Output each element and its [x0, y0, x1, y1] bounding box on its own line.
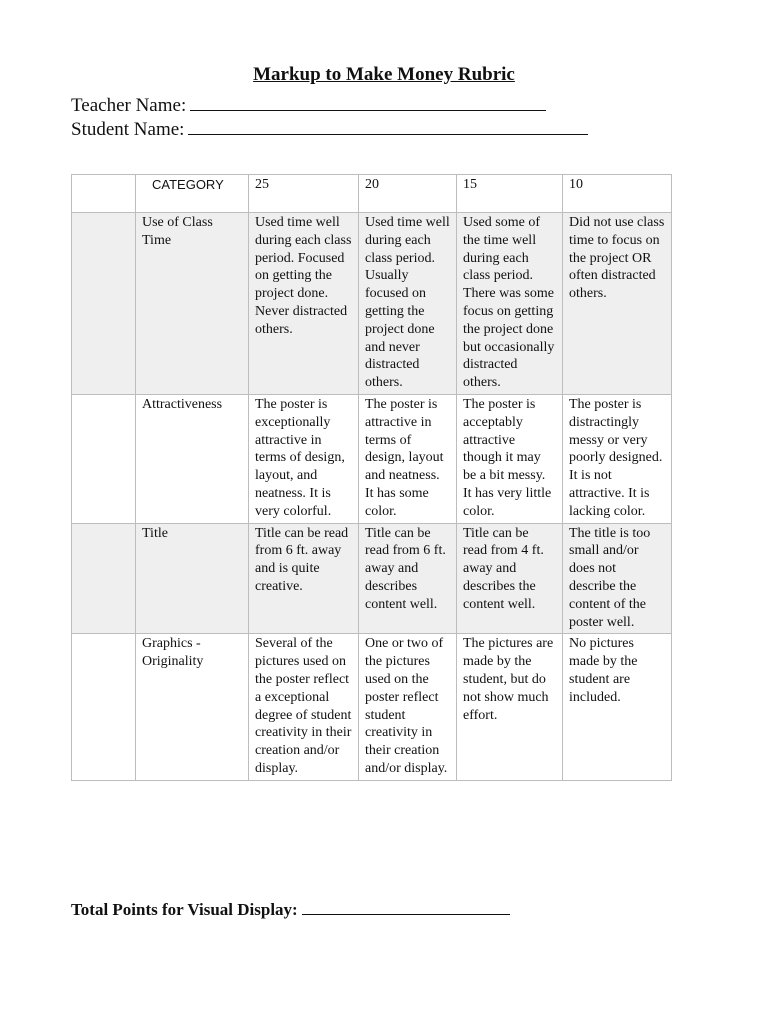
criteria-cell: Title can be read from 6 ft. away and describes content well. [359, 523, 457, 634]
criteria-cell: The pictures are made by the student, but do not show much effort. [457, 634, 563, 780]
criteria-cell: Did not use class time to focus on the project OR often distracted others. [563, 213, 672, 395]
blank-cell [72, 523, 136, 634]
criteria-cell: Used time well during each class period. Usually focused on getting the project done and never distracted others. [359, 213, 457, 395]
rubric-row [72, 394, 672, 523]
header-cell-25: 25 [249, 175, 359, 213]
criteria-cell: The title is too small and/or does not describe the content of the poster well. [563, 523, 672, 634]
header-cell-10: 10 [563, 175, 672, 213]
rubric-row [72, 213, 672, 395]
rubric-table [71, 174, 672, 781]
criteria-cell: Several of the pictures used on the poster reflect a exceptional degree of student creativity in their creation and/or display. [249, 634, 359, 780]
total-points-blank [302, 900, 510, 915]
teacher-name-field [71, 94, 546, 117]
criteria-cell: The poster is exceptionally attractive in terms of design, layout, and neatness. It is very colorful. [249, 394, 359, 523]
criteria-cell: The poster is distractingly messy or very poorly designed. It is not attractive. It is lacking color. [563, 394, 672, 523]
criteria-cell: No pictures made by the student are included. [563, 634, 672, 780]
rubric-row [72, 634, 672, 780]
blank-cell [72, 175, 136, 213]
criteria-cell: Used some of the time well during each class period. There was some focus on getting the project done but occasionally distracted others. [457, 213, 563, 395]
blank-cell [72, 394, 136, 523]
category-cell: Title [136, 523, 249, 634]
header-cell-category: CATEGORY [136, 175, 249, 213]
teacher-name-label: Teacher Name: [71, 95, 187, 116]
total-points-field [71, 900, 510, 920]
criteria-cell: Title can be read from 4 ft. away and describes the content well. [457, 523, 563, 634]
document-title: Markup to Make Money Rubric [253, 64, 515, 85]
criteria-cell: The poster is acceptably attractive though it may be a bit messy. It has very little color. [457, 394, 563, 523]
teacher-name-blank [190, 94, 546, 111]
blank-cell [72, 213, 136, 395]
criteria-cell: The poster is attractive in terms of design, layout and neatness. It has some color. [359, 394, 457, 523]
criteria-cell: Title can be read from 6 ft. away and is quite creative. [249, 523, 359, 634]
student-name-label: Student Name: [71, 119, 185, 140]
category-cell: Use of Class Time [136, 213, 249, 395]
student-name-field [71, 118, 588, 141]
student-name-blank [188, 118, 588, 135]
total-points-label: Total Points for Visual Display: [71, 900, 298, 919]
criteria-cell: One or two of the pictures used on the poster reflect student creativity in their creation and/or display. [359, 634, 457, 780]
blank-cell [72, 634, 136, 780]
rubric-row [72, 523, 672, 634]
header-cell-20: 20 [359, 175, 457, 213]
rubric-header-row [72, 175, 672, 213]
criteria-cell: Used time well during each class period. Focused on getting the project done. Never distracted others. [249, 213, 359, 395]
rubric-body [72, 175, 672, 781]
category-cell: Attractiveness [136, 394, 249, 523]
header-cell-15: 15 [457, 175, 563, 213]
category-cell: Graphics - Originality [136, 634, 249, 780]
